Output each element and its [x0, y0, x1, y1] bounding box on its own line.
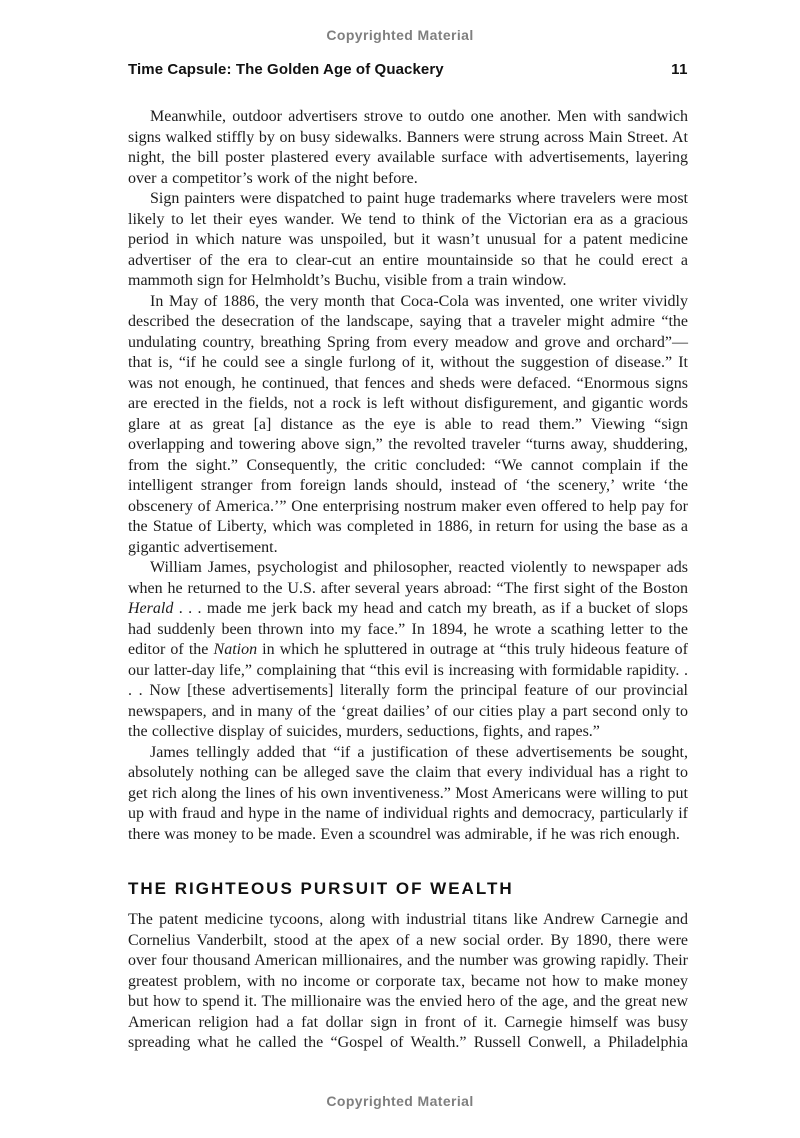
running-head: Time Capsule: The Golden Age of Quackery — [128, 61, 444, 78]
body-paragraph — [128, 292, 688, 559]
text-run: William James, psychologist and philosopher, reacted violently to newspaper ads when he returned to the U.S. after several years abroad: “The first sight of the Boston — [128, 559, 688, 597]
page-number: 11 — [671, 61, 688, 78]
body-paragraph — [128, 743, 688, 846]
text-run: The patent medicine tycoons, along with industrial titans like Andrew Carnegie and Cornelius Vanderbilt, stood at the apex of a new social order. By 1890, there were over four thousand American millionaires, and the number was growing rapidly. Their greatest problem, with no income or corporate tax, became not how to make money but how to spend it. The millionaire was the envied hero of the age, and the great new American religion had a fat dollar sign in front of it. Carnegie himself was busy spreading what he called the “Gospel of Wealth.” Russell Conwell, a Philadelphia — [128, 911, 688, 1051]
copyright-notice-top: Copyrighted Material — [326, 27, 474, 43]
text-run: In May of 1886, the very month that Coca-Cola was invented, one writer vividly described the desecration of the landscape, saying that a traveler might admire “the undulating country, breathing Spring from every meadow and grove and orchard”—that is, “if he could see a single furlong of it, without the suggestion of disease.” It was not enough, he continued, that fences and sheds were defaced. “Enormous signs are erected in the fields, not a rock is left without disfigurement, and gigantic words glare at as great [a] distance as the eye is able to read them.” Viewing “sign overlapping and towering above sign,” the revolted traveler “turns away, shuddering, from the sight.” Consequently, the critic concluded: “We cannot complain if the intelligent stranger from foreign lands should, instead of ‘the scenery,’ write ‘the obscenery of America.’” One enterprising nostrum maker even offered to help pay for the Statue of Liberty, which was completed in 1886, in return for using the base as a gigantic advertisement. — [128, 292, 688, 556]
italic-text-run: Nation — [213, 641, 258, 658]
italic-text-run: Herald — [128, 600, 174, 617]
text-run: . . . made me jerk back my head and catch my breath, as if a bucket of slops had suddenly been thrown into my face.” In 1894, he wrote a scathing letter to the editor of the — [128, 600, 688, 658]
text-run: Meanwhile, outdoor advertisers strove to outdo one another. Men with sandwich signs walked stiffly by on busy sidewalks. Banners were strung across Main Street. At night, the bill poster plastered every available surface with advertisements, layering over a competitor’s work of the night before. — [128, 108, 688, 187]
page-header — [128, 61, 688, 78]
text-run: Sign painters were dispatched to paint huge trademarks where travelers were most likely to let their eyes wander. We tend to think of the Victorian era as a gracious period in which nature was unspoiled, but it wasn’t unusual for a patent medicine advertiser of the era to clear-cut an entire mountainside so that he could erect a mammoth sign for Helmholdt’s Buchu, visible from a train window. — [128, 190, 688, 289]
body-paragraph — [128, 107, 688, 189]
body-content — [128, 107, 688, 1054]
body-paragraph — [128, 558, 688, 743]
text-run: in which he spluttered in outrage at “this truly hideous feature of our latter-day life,” complaining that “this evil is increasing with formidable rapidity. . . . Now [these advertisements] literally form the principal feature of our provincial newspapers, and in many of the ‘great dailies’ of our cities play a part second only to the collective display of suicides, murders, seductions, fights, and rapes.” — [128, 641, 688, 740]
section-heading: THE RIGHTEOUS PURSUIT OF WEALTH — [128, 879, 514, 898]
copyright-notice-bottom: Copyrighted Material — [326, 1093, 474, 1109]
body-paragraph — [128, 189, 688, 292]
text-run: James tellingly added that “if a justification of these advertisements be sought, absolutely nothing can be alleged save the claim that every individual has a right to get rich along the lines of his own inventiveness.” Most Americans were willing to put up with fraud and hype in the name of individual rights and democracy, particularly if there was money to be made. Even a scoundrel was admirable, if he was rich enough. — [128, 743, 688, 843]
body-paragraph — [128, 910, 688, 1054]
